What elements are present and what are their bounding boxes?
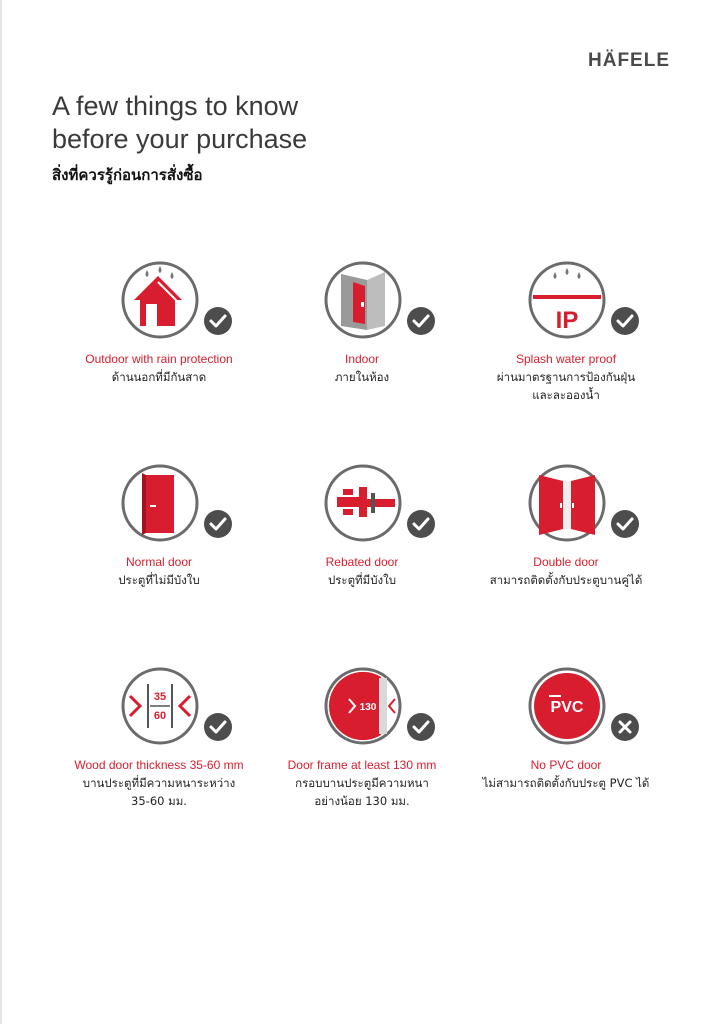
rebated-door-icon bbox=[323, 463, 443, 553]
ip-text: IP bbox=[555, 307, 579, 334]
feature-no-pvc bbox=[466, 666, 666, 836]
feature-label-en: Outdoor with rain protection bbox=[85, 352, 233, 366]
feature-label-en: Door frame at least 130 mm bbox=[287, 758, 437, 772]
page-edge bbox=[0, 0, 2, 1024]
double-door-icon bbox=[527, 463, 647, 553]
page-subtitle-th: สิ่งที่ควรรู้ก่อนการสั่งซื้อ bbox=[52, 166, 203, 184]
feature-label-en: Indoor bbox=[344, 352, 380, 366]
feature-label-th: ภายในห้อง bbox=[334, 370, 390, 384]
title-line-2: before your purchase bbox=[52, 124, 308, 154]
thickness-min: 35 bbox=[153, 691, 167, 703]
feature-splash-proof bbox=[466, 260, 666, 430]
cross-icon bbox=[610, 712, 640, 742]
frame-text: 130 bbox=[359, 702, 377, 713]
feature-label-en: Double door bbox=[533, 555, 599, 569]
feature-label-en: Rebated door bbox=[325, 555, 399, 569]
feature-outdoor bbox=[59, 260, 259, 430]
indoor-door-icon bbox=[323, 260, 443, 350]
feature-label-th: กรอบบานประตูมีความหนาอย่างน้อย 130 มม. bbox=[295, 776, 429, 808]
house-rain-icon bbox=[120, 260, 240, 350]
thickness-max: 60 bbox=[153, 710, 167, 722]
thickness-icon bbox=[120, 666, 240, 756]
feature-door-thickness bbox=[59, 666, 259, 836]
feature-indoor bbox=[262, 260, 462, 430]
feature-label-th: ด้านนอกที่มีกันสาด bbox=[111, 370, 207, 384]
normal-door-icon bbox=[120, 463, 240, 553]
feature-label-th: บานประตูที่มีความหนาระหว่าง 35-60 มม. bbox=[82, 776, 236, 808]
ip-splash-icon bbox=[527, 260, 647, 350]
check-icon bbox=[406, 509, 436, 539]
no-pvc-icon bbox=[527, 666, 647, 756]
feature-label-th: ประตูที่ไม่มีบังใบ bbox=[118, 573, 200, 587]
door-frame-icon bbox=[323, 666, 443, 756]
feature-double-door bbox=[466, 463, 666, 633]
check-icon bbox=[610, 509, 640, 539]
check-icon bbox=[203, 712, 233, 742]
check-icon bbox=[406, 712, 436, 742]
feature-label-th: สามารถติดตั้งกับประตูบานคู่ได้ bbox=[489, 573, 643, 587]
check-icon bbox=[203, 306, 233, 336]
feature-door-frame bbox=[262, 666, 462, 836]
feature-label-th: ประตูที่มีบังใบ bbox=[327, 573, 397, 587]
page-title bbox=[52, 90, 472, 156]
check-icon bbox=[406, 306, 436, 336]
title-line-1: A few things to know bbox=[52, 91, 299, 121]
check-icon bbox=[203, 509, 233, 539]
check-icon bbox=[610, 306, 640, 336]
feature-normal-door bbox=[59, 463, 259, 633]
feature-label-en: Normal door bbox=[125, 555, 193, 569]
feature-label-th: ไม่สามารถติดตั้งกับประตู PVC ได้ bbox=[482, 776, 650, 790]
hafele-logo: HÄFELE bbox=[588, 50, 670, 71]
feature-label-en: Splash water proof bbox=[515, 352, 617, 366]
feature-label-en: Wood door thickness 35-60 mm bbox=[74, 758, 244, 772]
feature-label-en: No PVC door bbox=[530, 758, 602, 772]
feature-label-th: ผ่านมาตรฐานการป้องกันฝุ่นและละอองน้ำ bbox=[496, 370, 636, 402]
feature-rebated-door bbox=[262, 463, 462, 633]
pvc-text: PVC bbox=[550, 699, 584, 716]
